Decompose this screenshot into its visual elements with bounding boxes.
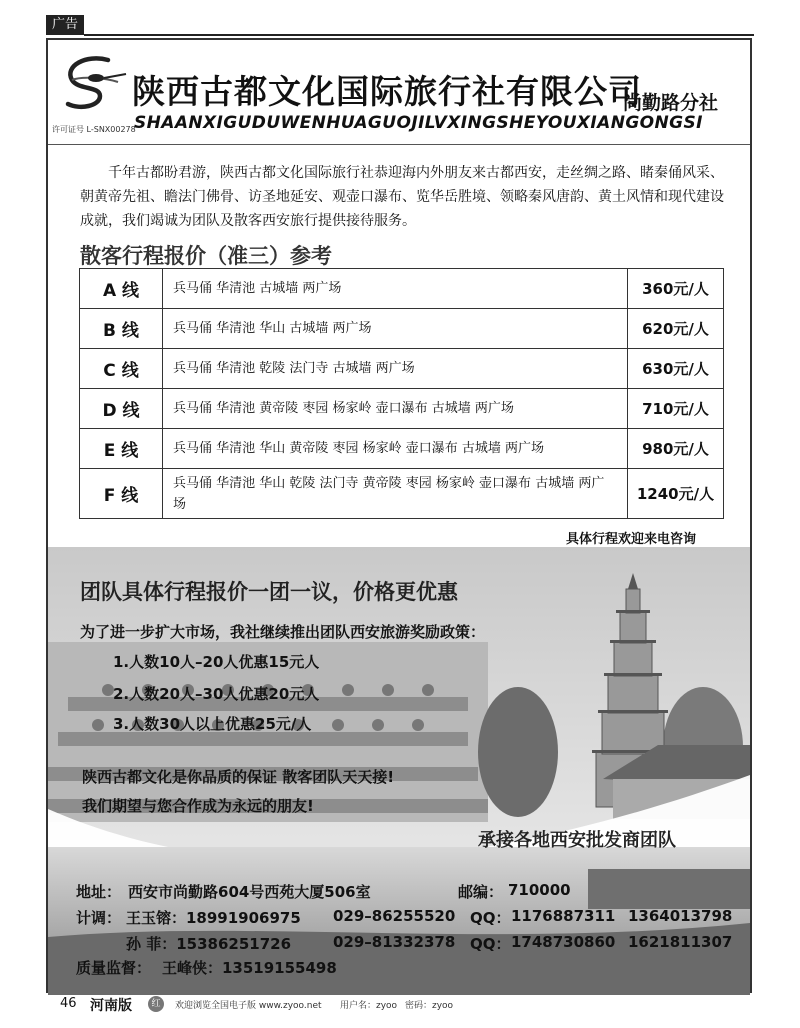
header-divider bbox=[48, 144, 750, 145]
route-price: 620元/人 bbox=[628, 309, 724, 349]
route-stops: 兵马俑 华清池 华山 黄帝陵 枣园 杨家岭 壶口瀑布 古城墙 两广场 bbox=[163, 429, 628, 469]
supervisor: 王峰侠：13519155498 bbox=[162, 959, 337, 977]
page-number: 46 bbox=[60, 996, 77, 1011]
promo-item: 3.人数30人以上优惠25元/人 bbox=[113, 715, 312, 733]
address: 西安市尚勤路604号西苑大厦506室 bbox=[128, 883, 371, 901]
route-name: B 线 bbox=[80, 309, 163, 349]
route-stops: 兵马俑 华清池 古城墙 两广场 bbox=[163, 269, 628, 309]
route-price-table bbox=[79, 268, 724, 519]
qq-1: 1176887311 bbox=[511, 907, 616, 925]
routes-title: 散客行程报价（准三）参考 bbox=[80, 244, 332, 268]
phone-1: 029–86255520 bbox=[333, 907, 456, 925]
route-price: 360元/人 bbox=[628, 269, 724, 309]
postcode: 710000 bbox=[508, 881, 571, 899]
routes-note: 具体行程欢迎来电咨询 bbox=[566, 532, 697, 547]
route-name: C 线 bbox=[80, 349, 163, 389]
promo-item: 1.人数10人–20人优惠15元人 bbox=[113, 653, 320, 671]
table-row bbox=[80, 469, 724, 519]
team-promo-title: 团队具体行程报价一团一议，价格更优惠 bbox=[80, 580, 458, 604]
route-name: D 线 bbox=[80, 389, 163, 429]
branch-name: 尚勤路分社 bbox=[623, 92, 719, 114]
route-stops: 兵马俑 华清池 乾陵 法门寺 古城墙 两广场 bbox=[163, 349, 628, 389]
route-name: E 线 bbox=[80, 429, 163, 469]
phone-2: 029–81332378 bbox=[333, 933, 456, 951]
route-name: F 线 bbox=[80, 469, 163, 519]
contact-person-1: 王玉镕：18991906975 bbox=[126, 909, 301, 927]
table-row bbox=[80, 349, 724, 389]
slogan-friendship: 我们期望与您合作成为永远的朋友! bbox=[82, 797, 314, 815]
route-price: 630元/人 bbox=[628, 349, 724, 389]
route-stops: 兵马俑 华清池 华山 乾陵 法门寺 黄帝陵 枣园 杨家岭 壶口瀑布 古城墙 两广场 bbox=[163, 469, 628, 519]
contact-person-2: 孙 菲：15386251726 bbox=[126, 935, 292, 953]
supervision-label: 质量监督： bbox=[76, 959, 152, 977]
table-row bbox=[80, 269, 724, 309]
edition-badge: 红 bbox=[148, 996, 164, 1012]
qq-2b: 1621811307 bbox=[628, 933, 733, 951]
table-row bbox=[80, 309, 724, 349]
postcode-label: 邮编： bbox=[458, 883, 504, 901]
route-stops: 兵马俑 华清池 黄帝陵 枣园 杨家岭 壶口瀑布 古城墙 两广场 bbox=[163, 389, 628, 429]
intro-paragraph: 千年古都盼君游，陕西古都文化国际旅行社恭迎海内外朋友来古都西安，走丝绸之路、睹秦俑风采、朝黄帝先祖、瞻法门佛骨、访圣地延安、观壶口瀑布、览华岳胜境、领略秦风唐韵、黄土风情和现代建设成就，我们竭诚为团队及散客西安旅行提供接待服务。 bbox=[80, 165, 724, 229]
address-label: 地址： bbox=[76, 883, 122, 901]
table-row bbox=[80, 429, 724, 469]
ad-tag: 广告 bbox=[46, 15, 84, 35]
qq-label-1: QQ： bbox=[470, 909, 511, 927]
company-name: 陕西古都文化国际旅行社有限公司 bbox=[132, 72, 642, 111]
site-text: 欢迎浏览全国电子版 www.zyoo.net bbox=[175, 1001, 322, 1011]
route-price: 710元/人 bbox=[628, 389, 724, 429]
ad-tag-rule bbox=[84, 34, 754, 36]
table-row bbox=[80, 389, 724, 429]
route-stops: 兵马俑 华清池 华山 古城墙 两广场 bbox=[163, 309, 628, 349]
license-number: 许可证号 L-SNX00278 bbox=[52, 125, 136, 134]
route-price: 980元/人 bbox=[628, 429, 724, 469]
qq-label-2: QQ： bbox=[470, 935, 511, 953]
footer-password: 密码：zyoo bbox=[405, 1001, 454, 1011]
company-logo-icon bbox=[56, 48, 128, 120]
relay-groups-text: 承接各地西安批发商团队 bbox=[478, 830, 676, 851]
qq-1b: 1364013798 bbox=[628, 907, 733, 925]
route-name: A 线 bbox=[80, 269, 163, 309]
route-price: 1240元/人 bbox=[628, 469, 724, 519]
dispatch-label: 计调： bbox=[76, 909, 122, 927]
slogan-quality: 陕西古都文化是你品质的保证 散客团队天天接! bbox=[82, 768, 395, 786]
company-pinyin: SHAANXIGUDUWENHUAGUOJILVXINGSHEYOUXIANGONGSI bbox=[134, 113, 703, 133]
footer-username: 用户名：zyoo bbox=[340, 1001, 398, 1011]
promo-item: 2.人数20人–30人优惠20元人 bbox=[113, 685, 320, 703]
qq-2: 1748730860 bbox=[511, 933, 616, 951]
promo-lead: 为了进一步扩大市场，我社继续推出团队西安旅游奖励政策： bbox=[80, 623, 486, 641]
edition-name: 河南版 bbox=[90, 998, 132, 1014]
